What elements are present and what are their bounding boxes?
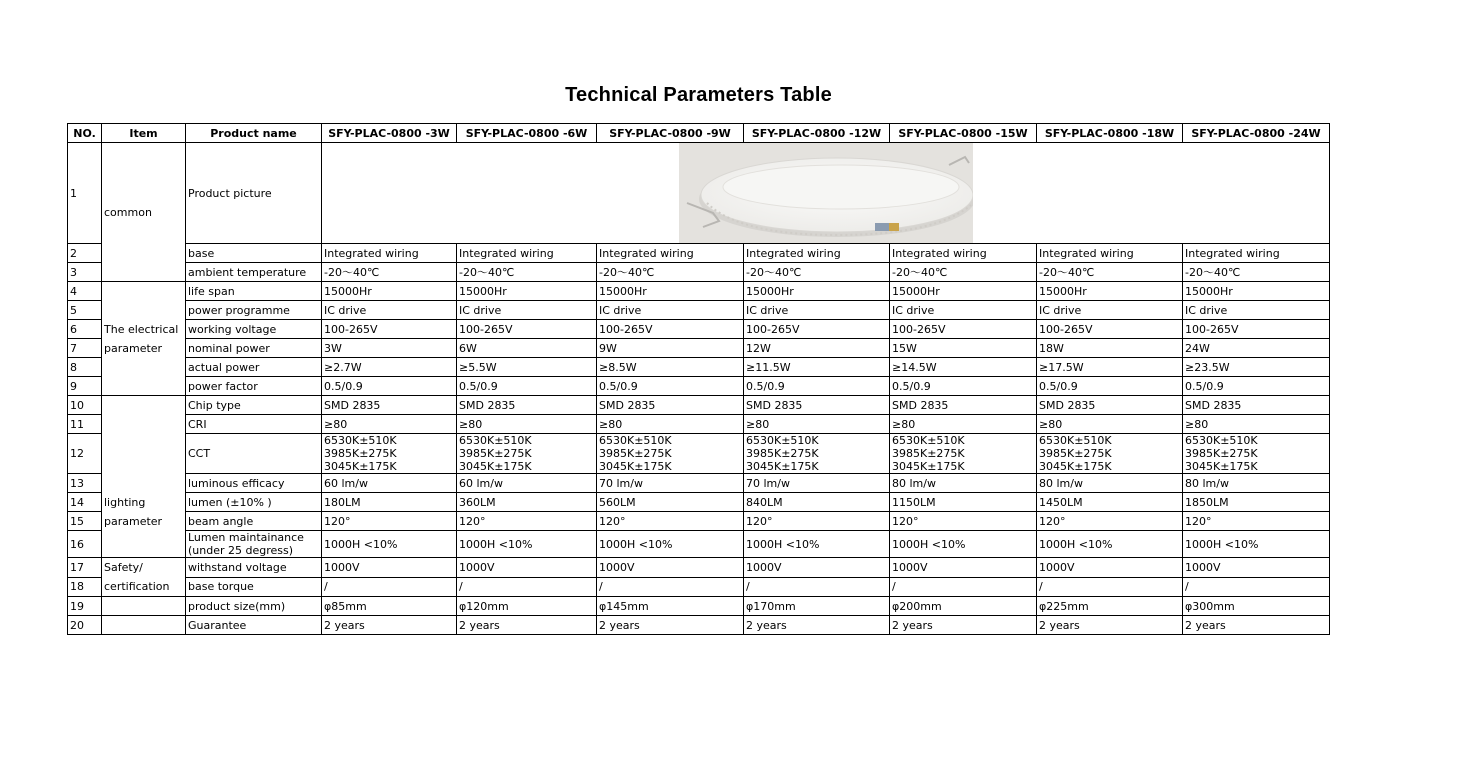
cct-line: 3985K±275K [459,447,532,460]
value-cell: φ170mm [744,597,890,616]
value-cell: IC drive [744,301,890,320]
row-no: 16 [68,531,102,558]
param-name: CRI [186,415,322,434]
value-cell: 120° [890,512,1037,531]
value-cell: 1150LM [890,493,1037,512]
value-cell: Integrated wiring [890,244,1037,263]
value-cell: 3W [322,339,457,358]
value-cell: 120° [597,512,744,531]
value-cell: 2 years [457,616,597,635]
value-cell: IC drive [457,301,597,320]
value-cell: 15000Hr [744,282,890,301]
value-cell: 60 lm/w [457,474,597,493]
value-cell: 70 lm/w [744,474,890,493]
table-row [68,616,1330,635]
value-cell: 2 years [597,616,744,635]
value-cell: -20～40℃ [890,263,1037,282]
cct-line: 6530K±510K [1185,434,1258,447]
value-cell: / [744,577,890,597]
value-cell: 180LM [322,493,457,512]
header-model: SFY-PLAC-0800 -9W [597,124,744,143]
param-name: ambient temperature [186,263,322,282]
table-row [68,493,1330,512]
value-cell: 120° [1183,512,1330,531]
value-cell: 24W [1183,339,1330,358]
row-no: 20 [68,616,102,635]
param-name: Guarantee [186,616,322,635]
value-cell: 15000Hr [890,282,1037,301]
cct-line: 3045K±175K [892,460,965,473]
value-cell: Integrated wiring [1183,244,1330,263]
value-cell: IC drive [1037,301,1183,320]
table-row [68,577,1330,597]
header-model: SFY-PLAC-0800 -6W [457,124,597,143]
value-cell: ≥8.5W [597,358,744,377]
param-name: power programme [186,301,322,320]
param-name: lumen (±10% ) [186,493,322,512]
table-row [68,339,1330,358]
header-row [68,124,1330,143]
cct-line: 6530K±510K [599,434,672,447]
header-model: SFY-PLAC-0800 -3W [322,124,457,143]
value-cell: 1000V [744,558,890,578]
header-item: Item [102,124,186,143]
value-cell: 1000H <10% [597,531,744,558]
row-no: 15 [68,512,102,531]
value-cell: 1000H <10% [1037,531,1183,558]
row-no: 17 [68,558,102,578]
value-cell: ≥80 [1183,415,1330,434]
value-cell: -20～40℃ [744,263,890,282]
row-no: 18 [68,577,102,597]
param-name: Product picture [186,143,322,244]
value-cell: 120° [744,512,890,531]
category-label: parameter [104,514,163,528]
value-cell: 100-265V [1037,320,1183,339]
value-cell: 1000H <10% [890,531,1037,558]
technical-parameters-table [67,123,1330,635]
value-cell: ≥11.5W [744,358,890,377]
value-cell: 120° [322,512,457,531]
value-cell: 9W [597,339,744,358]
category-label: parameter [104,341,163,355]
cct-line: 3985K±275K [746,447,819,460]
value-cell: φ145mm [597,597,744,616]
category-lighting [102,396,186,558]
value-cell: -20～40℃ [457,263,597,282]
row-no: 8 [68,358,102,377]
value-cell: 15000Hr [1183,282,1330,301]
cct-line: 3045K±175K [599,460,672,473]
table-row [68,512,1330,531]
value-cell: 0.5/0.9 [457,377,597,396]
table-row [68,320,1330,339]
value-cell: SMD 2835 [1037,396,1183,415]
param-name: life span [186,282,322,301]
value-cell: 1000H <10% [744,531,890,558]
page-title: Technical Parameters Table [565,84,832,106]
table-row [68,415,1330,434]
value-cell: 2 years [1037,616,1183,635]
row-no: 13 [68,474,102,493]
table-row [68,474,1330,493]
value-cell: 100-265V [1183,320,1330,339]
param-name-line: (under 25 degress) [188,544,294,557]
value-cell: 0.5/0.9 [890,377,1037,396]
category-label: certification [104,580,170,593]
value-cell: ≥80 [1037,415,1183,434]
value-cell: 6W [457,339,597,358]
row-no: 14 [68,493,102,512]
value-cell: 1000V [1183,558,1330,578]
param-name: withstand voltage [186,558,322,578]
value-cell: Integrated wiring [1037,244,1183,263]
value-cell: φ120mm [457,597,597,616]
value-cell: ≥80 [744,415,890,434]
value-cell: -20～40℃ [322,263,457,282]
cct-line: 3045K±175K [324,460,397,473]
value-cell: ≥14.5W [890,358,1037,377]
table-row [68,244,1330,263]
value-cell: 15000Hr [597,282,744,301]
value-cell: 0.5/0.9 [744,377,890,396]
value-cell: 100-265V [597,320,744,339]
empty-category-cell [102,616,186,635]
value-cell: 1000H <10% [322,531,457,558]
cct-line: 3045K±175K [459,460,532,473]
value-cell: ≥23.5W [1183,358,1330,377]
value-cell: 0.5/0.9 [597,377,744,396]
value-cell: SMD 2835 [322,396,457,415]
value-cell: SMD 2835 [1183,396,1330,415]
value-cell: 120° [1037,512,1183,531]
cct-line: 6530K±510K [324,434,397,447]
value-cell: 18W [1037,339,1183,358]
value-cell: IC drive [1183,301,1330,320]
param-name: actual power [186,358,322,377]
value-cell: 100-265V [322,320,457,339]
value-cell: φ300mm [1183,597,1330,616]
value-cell: ≥80 [322,415,457,434]
product-picture-cell [322,143,1330,244]
round-led-panel-light-icon [679,143,973,243]
value-cell: 70 lm/w [597,474,744,493]
param-name: beam angle [186,512,322,531]
cct-line: 3985K±275K [1185,447,1258,460]
value-cell: 560LM [597,493,744,512]
header-product-name: Product name [186,124,322,143]
header-model: SFY-PLAC-0800 -24W [1183,124,1330,143]
cct-line: 3045K±175K [1039,460,1112,473]
value-cell: SMD 2835 [457,396,597,415]
value-cell [1183,434,1330,474]
value-cell: ≥17.5W [1037,358,1183,377]
value-cell: / [890,577,1037,597]
value-cell: 12W [744,339,890,358]
row-no: 4 [68,282,102,301]
value-cell: IC drive [890,301,1037,320]
value-cell [1037,434,1183,474]
value-cell: ≥80 [890,415,1037,434]
cct-line: 3045K±175K [746,460,819,473]
empty-category-cell [102,597,186,616]
value-cell: / [1037,577,1183,597]
value-cell [890,434,1037,474]
value-cell: 1850LM [1183,493,1330,512]
value-cell: SMD 2835 [597,396,744,415]
table-row [68,358,1330,377]
value-cell: φ225mm [1037,597,1183,616]
row-no: 11 [68,415,102,434]
value-cell: IC drive [322,301,457,320]
category-common [102,143,186,282]
cct-line: 6530K±510K [892,434,965,447]
value-cell: 15000Hr [457,282,597,301]
value-cell: / [322,577,457,597]
row-no: 9 [68,377,102,396]
cct-line: 3045K±175K [1185,460,1258,473]
value-cell: 15000Hr [1037,282,1183,301]
value-cell: φ85mm [322,597,457,616]
value-cell: ≥2.7W [322,358,457,377]
cct-line: 3985K±275K [324,447,397,460]
category-electrical [102,282,186,396]
value-cell: 15W [890,339,1037,358]
param-name: product size(mm) [186,597,322,616]
cct-line: 3985K±275K [1039,447,1112,460]
value-cell: 1000V [890,558,1037,578]
row-no: 10 [68,396,102,415]
value-cell: 2 years [322,616,457,635]
table-row [68,263,1330,282]
value-cell: 2 years [890,616,1037,635]
table-row [68,396,1330,415]
param-name: nominal power [186,339,322,358]
param-name: working voltage [186,320,322,339]
value-cell: 1000V [457,558,597,578]
cct-line: 3985K±275K [892,447,965,460]
value-cell: -20～40℃ [597,263,744,282]
category-label: lighting [104,495,146,509]
value-cell: 1000V [322,558,457,578]
value-cell: 1000H <10% [457,531,597,558]
value-cell: 100-265V [890,320,1037,339]
header-model: SFY-PLAC-0800 -15W [890,124,1037,143]
table-row [68,434,1330,474]
param-name: base [186,244,322,263]
value-cell: 80 lm/w [890,474,1037,493]
row-no: 5 [68,301,102,320]
table-row [68,282,1330,301]
param-name: base torque [186,577,322,597]
value-cell: 80 lm/w [1183,474,1330,493]
value-cell: 60 lm/w [322,474,457,493]
table-row [68,301,1330,320]
value-cell [322,434,457,474]
cct-line: 6530K±510K [459,434,532,447]
value-cell: ≥80 [597,415,744,434]
value-cell: 1000H <10% [1183,531,1330,558]
category-safety [102,558,186,597]
value-cell: 0.5/0.9 [1037,377,1183,396]
value-cell: ≥5.5W [457,358,597,377]
category-label: The electrical [104,322,179,336]
value-cell: 100-265V [744,320,890,339]
header-model: SFY-PLAC-0800 -12W [744,124,890,143]
value-cell [597,434,744,474]
value-cell: 1000V [1037,558,1183,578]
value-cell: -20～40℃ [1183,263,1330,282]
value-cell: 1450LM [1037,493,1183,512]
value-cell: 80 lm/w [1037,474,1183,493]
cct-line: 3985K±275K [599,447,672,460]
table-row [68,597,1330,616]
value-cell: Integrated wiring [744,244,890,263]
table-row [68,531,1330,558]
row-no: 12 [68,434,102,474]
row-no: 6 [68,320,102,339]
value-cell [744,434,890,474]
header-no: NO. [68,124,102,143]
value-cell: 1000V [597,558,744,578]
row-no: 3 [68,263,102,282]
category-label: common [104,205,152,219]
row-no: 19 [68,597,102,616]
value-cell: 0.5/0.9 [322,377,457,396]
value-cell: 100-265V [457,320,597,339]
value-cell: 2 years [744,616,890,635]
table-row [68,377,1330,396]
value-cell: 120° [457,512,597,531]
table-row [68,558,1330,578]
row-no: 7 [68,339,102,358]
value-cell [457,434,597,474]
value-cell: / [1183,577,1330,597]
value-cell: Integrated wiring [597,244,744,263]
value-cell: 840LM [744,493,890,512]
value-cell: IC drive [597,301,744,320]
value-cell: 15000Hr [322,282,457,301]
cct-line: 6530K±510K [1039,434,1112,447]
value-cell: Integrated wiring [457,244,597,263]
value-cell: 2 years [1183,616,1330,635]
param-name: Chip type [186,396,322,415]
category-label: Safety/ [104,561,143,574]
cct-line: 6530K±510K [746,434,819,447]
value-cell: 360LM [457,493,597,512]
value-cell: ≥80 [457,415,597,434]
table-row [68,143,1330,244]
param-name: power factor [186,377,322,396]
header-model: SFY-PLAC-0800 -18W [1037,124,1183,143]
value-cell: -20～40℃ [1037,263,1183,282]
value-cell: SMD 2835 [890,396,1037,415]
value-cell: Integrated wiring [322,244,457,263]
value-cell: / [597,577,744,597]
row-no: 1 [68,143,102,244]
value-cell: φ200mm [890,597,1037,616]
value-cell: 0.5/0.9 [1183,377,1330,396]
value-cell: / [457,577,597,597]
param-name: CCT [186,434,322,474]
param-name-line: Lumen maintainance [188,531,304,544]
param-name: luminous efficacy [186,474,322,493]
row-no: 2 [68,244,102,263]
value-cell: SMD 2835 [744,396,890,415]
param-name [186,531,322,558]
